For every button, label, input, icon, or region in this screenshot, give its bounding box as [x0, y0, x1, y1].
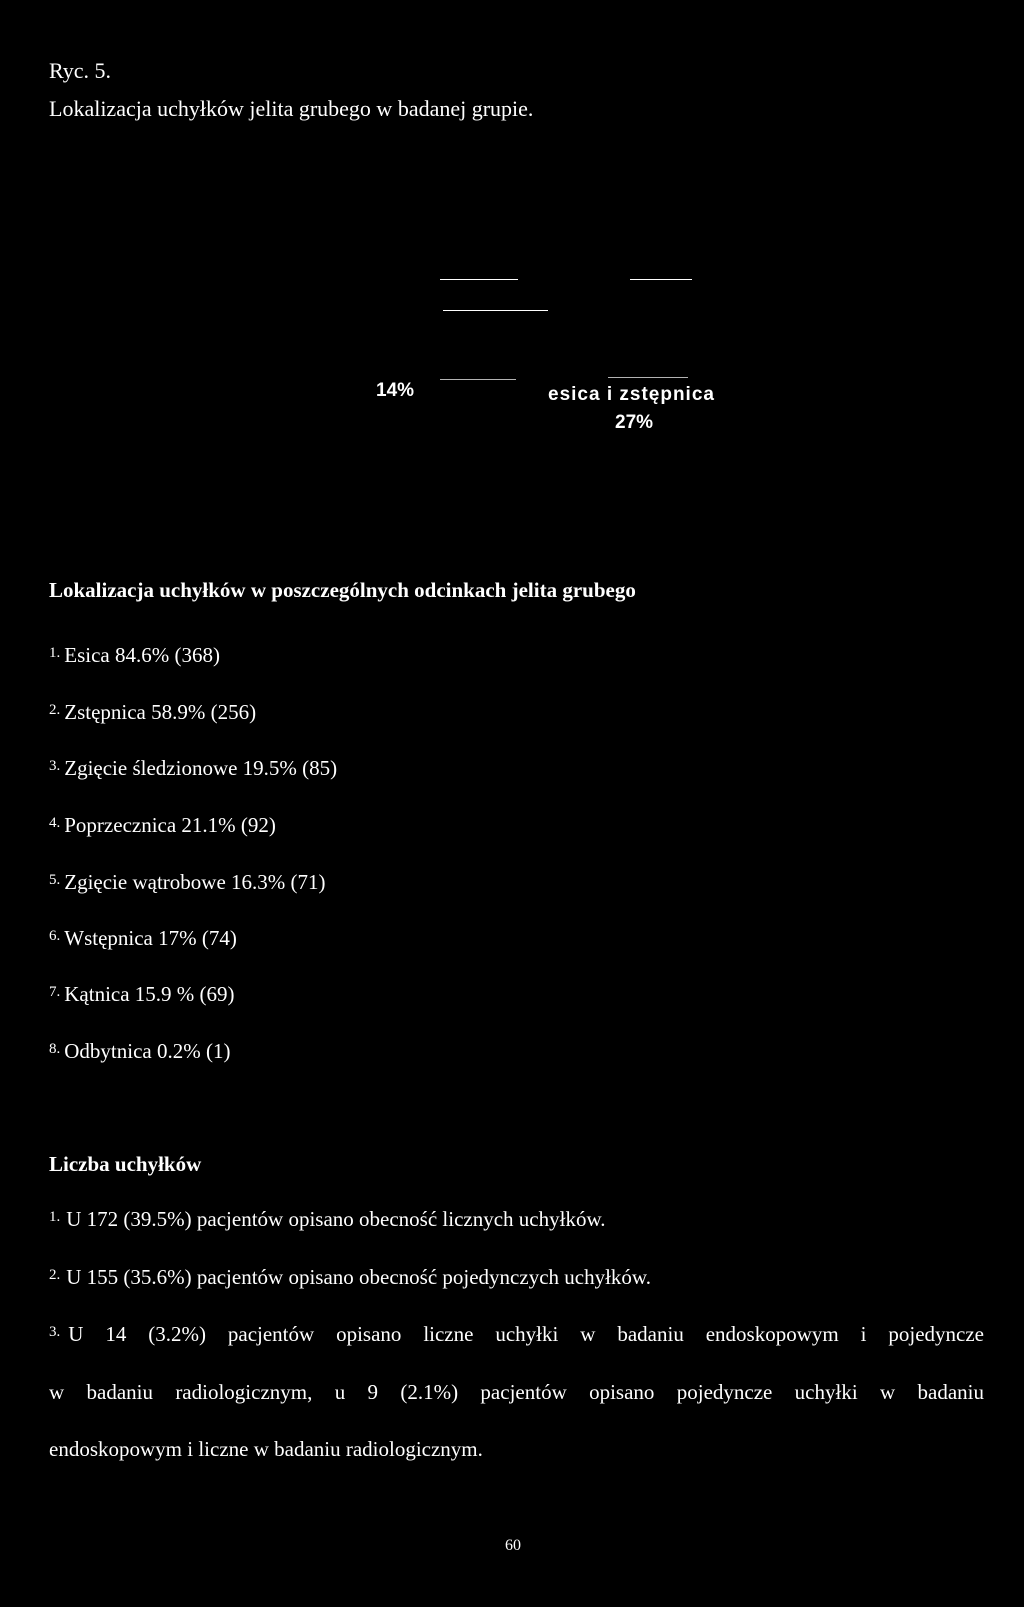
- list-text: Esica 84.6% (368): [64, 643, 220, 667]
- list-number: 2.: [49, 702, 61, 718]
- list-item: [49, 982, 235, 1007]
- leader-line-3: [443, 310, 548, 311]
- list-number: 6.: [49, 928, 61, 944]
- list-number: 1.: [49, 645, 61, 661]
- list-item: [49, 870, 326, 895]
- figure-caption: Lokalizacja uchyłków jelita grubego w badanej grupie.: [49, 96, 534, 121]
- paragraph-line: w badaniu radiologicznym, u 9 (2.1%) pacjentów opisano pojedyncze uchyłki w badaniu: [49, 1380, 984, 1404]
- list-text: Zgięcie śledzionowe 19.5% (85): [64, 756, 338, 780]
- list-number: 1.: [49, 1209, 61, 1225]
- list-number: 8.: [49, 1041, 61, 1057]
- list-text: Zstępnica 58.9% (256): [64, 700, 257, 724]
- section-heading-count: Liczba uchyłków: [49, 1152, 202, 1176]
- list-item: [49, 1265, 651, 1290]
- list-number: 4.: [49, 815, 61, 831]
- list-number: 3.: [49, 1324, 61, 1340]
- page-number: 60: [505, 1537, 521, 1554]
- list-text: Zgięcie wątrobowe 16.3% (71): [64, 870, 326, 894]
- list-item: [49, 756, 337, 781]
- list-item: [49, 700, 256, 725]
- list-number: 7.: [49, 984, 61, 1000]
- list-item: [49, 643, 220, 668]
- leader-line-1: [440, 279, 518, 280]
- list-number: 3.: [49, 758, 61, 774]
- paragraph-line: endoskopowym i liczne w badaniu radiologicznym.: [49, 1437, 483, 1461]
- list-number: 2.: [49, 1267, 61, 1283]
- paragraph-line: [49, 1322, 984, 1347]
- list-number: 5.: [49, 872, 61, 888]
- pie-label-left: 14%: [376, 380, 415, 401]
- list-text: Poprzecznica 21.1% (92): [64, 813, 276, 837]
- list-text: Kątnica 15.9 % (69): [64, 982, 235, 1006]
- list-text: U 155 (35.6%) pacjentów opisano obecność pojedynczych uchyłków.: [66, 1265, 651, 1289]
- list-text: U 172 (39.5%) pacjentów opisano obecność licznych uchyłków.: [66, 1207, 606, 1231]
- pie-label-right-value: 27%: [615, 412, 654, 433]
- list-item: [49, 1039, 230, 1064]
- paragraph-text: U 14 (3.2%) pacjentów opisano liczne uchyłki w badaniu endoskopowym i pojedyncze: [68, 1322, 984, 1346]
- figure-label: Ryc. 5.: [49, 58, 112, 83]
- leader-line-2: [630, 279, 692, 280]
- section-heading-localization: Lokalizacja uchyłków w poszczególnych odcinkach jelita grubego: [49, 578, 636, 602]
- list-item: [49, 813, 276, 838]
- list-text: Wstępnica 17% (74): [64, 926, 237, 950]
- leader-line-5: [608, 377, 688, 378]
- list-text: Odbytnica 0.2% (1): [64, 1039, 231, 1063]
- leader-line-4: [440, 379, 516, 380]
- pie-label-right-name: esica i zstępnica: [548, 384, 715, 405]
- list-item: [49, 1207, 606, 1232]
- list-item: [49, 926, 237, 951]
